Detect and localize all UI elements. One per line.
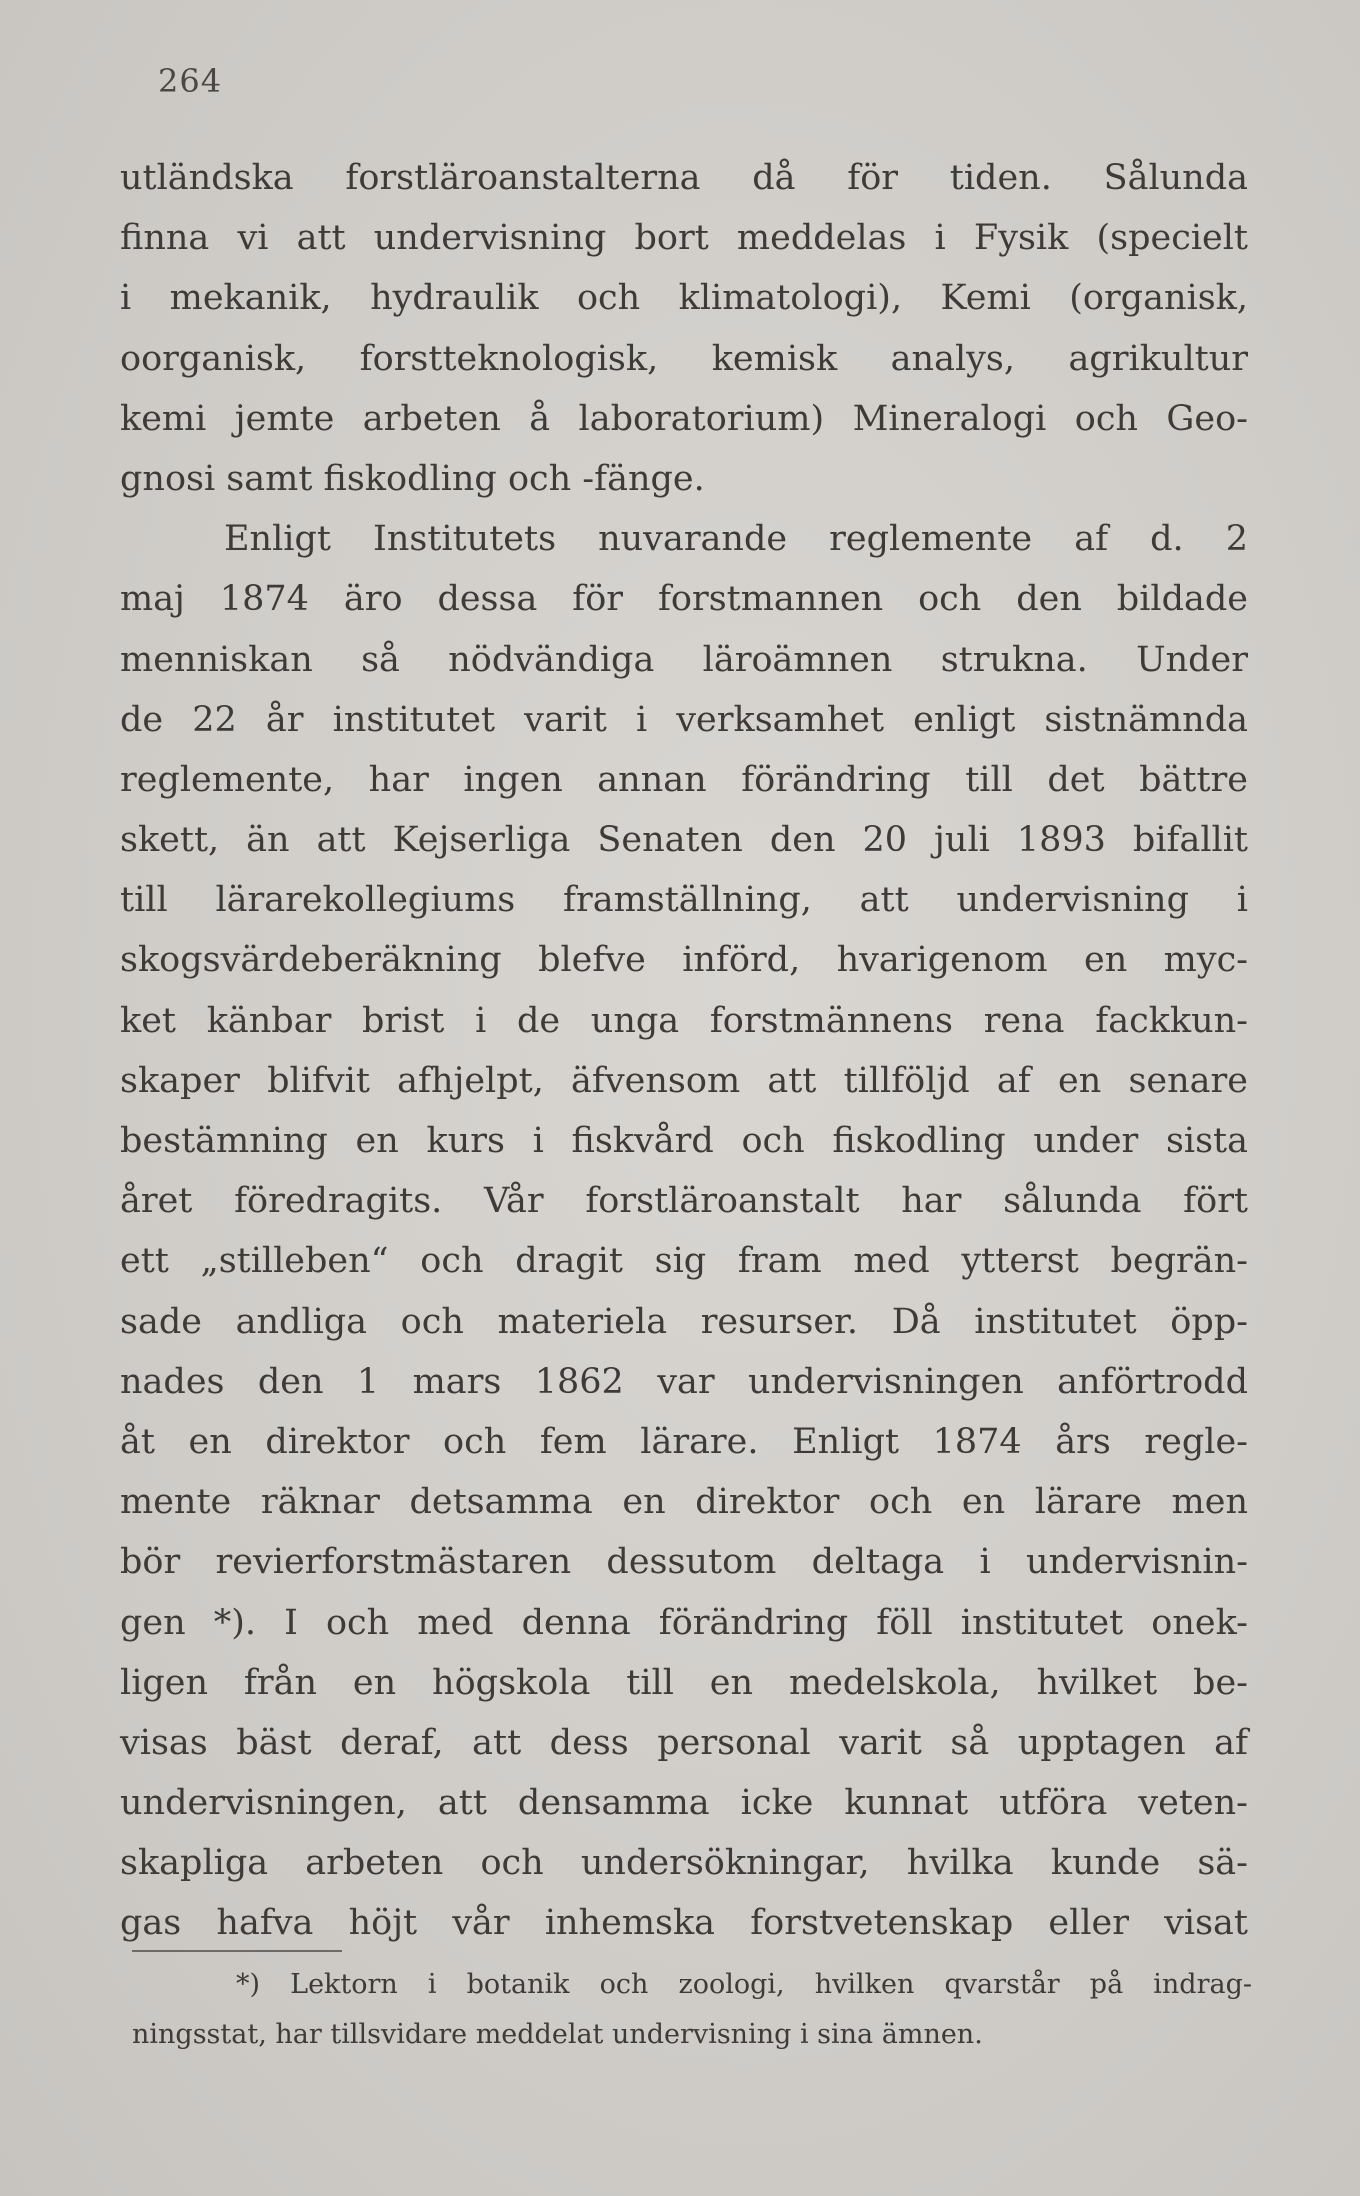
text-line: gnosi samt fiskodling och -fänge. (120, 458, 705, 499)
text-line: ket känbar brist i de unga forstmännens rena fackkun- (120, 1000, 1248, 1041)
footnote-line: ningsstat, har tillsvidare meddelat undervisning i sina ämnen. (132, 2019, 983, 2050)
text-line: oorganisk, forstteknologisk, kemisk analys, agrikultur (120, 338, 1248, 379)
text-line: skaper blifvit afhjelpt, äfvensom att tillföljd af en senare (120, 1060, 1248, 1101)
text-line: åt en direktor och fem lärare. Enligt 1874 års regle- (120, 1421, 1248, 1462)
text-line: gas hafva höjt vår inhemska forstvetenskap eller visat (120, 1903, 1248, 1944)
footnote-separator-rule (132, 1950, 342, 1952)
text-line: nades den 1 mars 1862 var undervisningen anförtrodd (120, 1361, 1248, 1402)
text-line: mente räknar detsamma en direktor och en lärare men (120, 1482, 1248, 1523)
text-line: skapliga arbeten och undersökningar, hvilka kunde sä- (120, 1843, 1248, 1884)
footnote (132, 1960, 1252, 2060)
text-line: till lärarekollegiums framställning, att undervisning i (120, 880, 1248, 921)
text-line: menniskan så nödvändiga läroämnen strukna. Under (120, 639, 1248, 680)
body-text (120, 148, 1248, 1954)
text-line: i mekanik, hydraulik och klimatologi), Kemi (organisk, (120, 278, 1248, 319)
text-line: skett, än att Kejserliga Senaten den 20 juli 1893 bifallit (120, 820, 1248, 861)
text-line: gen *). I och med denna förändring föll institutet onek- (120, 1602, 1248, 1643)
text-line: ligen från en högskola till en medelskola, hvilket be- (120, 1662, 1248, 1703)
text-line: bör revierforstmästaren dessutom deltaga i undervisnin- (120, 1542, 1248, 1583)
text-line: året föredragits. Vår forstläroanstalt har sålunda fört (120, 1181, 1248, 1222)
page-number: 264 (158, 62, 223, 100)
text-line: undervisningen, att densamma icke kunnat utföra veten- (120, 1783, 1248, 1824)
text-line: reglemente, har ingen annan förändring till det bättre (120, 759, 1248, 800)
text-line: Enligt Institutets nuvarande reglemente af d. 2 (224, 519, 1248, 560)
text-line: visas bäst deraf, att dess personal varit så upptagen af (120, 1722, 1248, 1763)
text-line: skogsvärdeberäkning blefve införd, hvarigenom en myc- (120, 940, 1248, 981)
text-line: ett „stilleben“ och dragit sig fram med ytterst begrän- (120, 1241, 1248, 1282)
text-line: finna vi att undervisning bort meddelas i Fysik (specielt (120, 218, 1248, 259)
text-line: maj 1874 äro dessa för forstmannen och den bildade (120, 579, 1248, 620)
text-line: de 22 år institutet varit i verksamhet enligt sistnämnda (120, 699, 1248, 740)
text-line: sade andliga och materiela resurser. Då institutet öpp- (120, 1301, 1248, 1342)
text-line: bestämning en kurs i fiskvård och fiskodling under sista (120, 1121, 1248, 1161)
text-line: utländska forstläroanstalterna då för tiden. Sålunda (120, 158, 1248, 198)
footnote-line: *) Lektorn i botanik och zoologi, hvilken qvarstår på indrag- (236, 1969, 1252, 2000)
text-line: kemi jemte arbeten å laboratorium) Mineralogi och Geo- (120, 398, 1248, 439)
